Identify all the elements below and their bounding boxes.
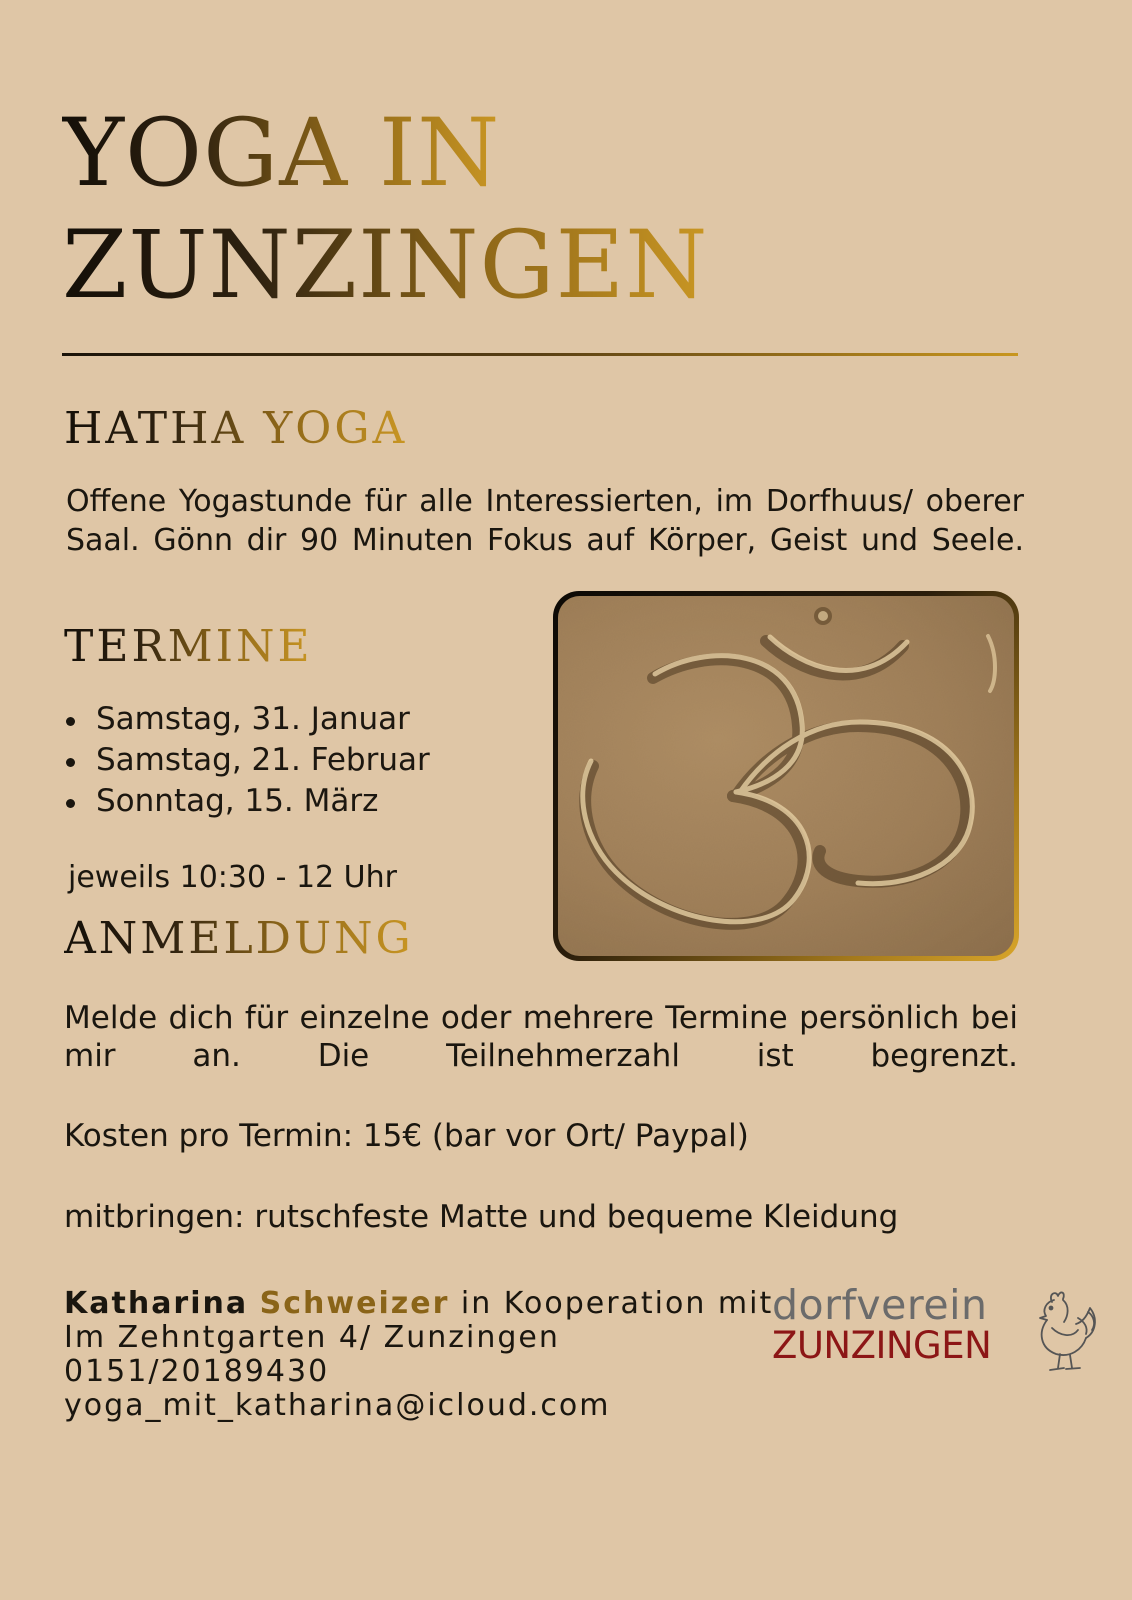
- contact-phone: 0151/20189430: [64, 1354, 330, 1389]
- om-symbol-icon: [558, 596, 1014, 956]
- page-title: [62, 98, 708, 322]
- om-symbol-in-sand-image: [558, 596, 1014, 956]
- title-word-yoga: YOGA: [62, 99, 349, 208]
- hatha-yoga-description: Offene Yogastunde für alle Interessierten, im Dorfhuus/ oberer Saal. Gönn dir 90 Minuten Fokus auf Körper, Geist und Seele.: [66, 484, 1024, 558]
- list-item-date-3: Sonntag, 15. März: [64, 781, 430, 822]
- heading-word-yoga: YOGA: [263, 403, 408, 454]
- rooster-icon: [1030, 1288, 1102, 1374]
- logo-text-bottom: ZUNZINGEN: [772, 1324, 992, 1367]
- cooperation-text: in Kooperation mit: [460, 1286, 774, 1321]
- title-line-2: ZUNZINGEN: [62, 211, 709, 320]
- section-heading-termine: TERMINE: [64, 621, 313, 672]
- section-heading-hatha-yoga: [64, 405, 407, 453]
- contact-block: [64, 1287, 773, 1423]
- time-info: jeweils 10:30 - 12 Uhr: [68, 860, 397, 895]
- contact-email: yoga_mit_katharina@icloud.com: [64, 1388, 611, 1423]
- dorfverein-logo: [772, 1281, 992, 1367]
- divider-line: [62, 353, 1018, 356]
- dates-list: [64, 699, 430, 822]
- bring-info: mitbringen: rutschfeste Matte und bequeme Kleidung: [64, 1199, 899, 1235]
- contact-address: Im Zehntgarten 4/ Zunzingen: [64, 1320, 560, 1355]
- title-line-1: [62, 98, 500, 210]
- cost-info: Kosten pro Termin: 15€ (bar vor Ort/ Paypal): [64, 1118, 749, 1154]
- contact-name-line: [64, 1287, 773, 1321]
- contact-first-name: Katharina: [64, 1286, 249, 1321]
- list-item-date-1: Samstag, 31. Januar: [64, 699, 430, 740]
- section-heading-anmeldung: ANMELDUNG: [64, 913, 414, 964]
- om-photo-frame: [553, 591, 1019, 961]
- anmeldung-description: Melde dich für einzelne oder mehrere Termine persönlich bei mir an. Die Teilnehmerzahl ist begrenzt.: [64, 1000, 1018, 1074]
- list-item-date-2: Samstag, 21. Februar: [64, 740, 430, 781]
- contact-last-name: Schweizer: [259, 1286, 450, 1321]
- title-word-in: IN: [378, 99, 501, 208]
- logo-text-top: dorfverein: [772, 1281, 988, 1329]
- heading-word-hatha: HATHA: [64, 403, 247, 454]
